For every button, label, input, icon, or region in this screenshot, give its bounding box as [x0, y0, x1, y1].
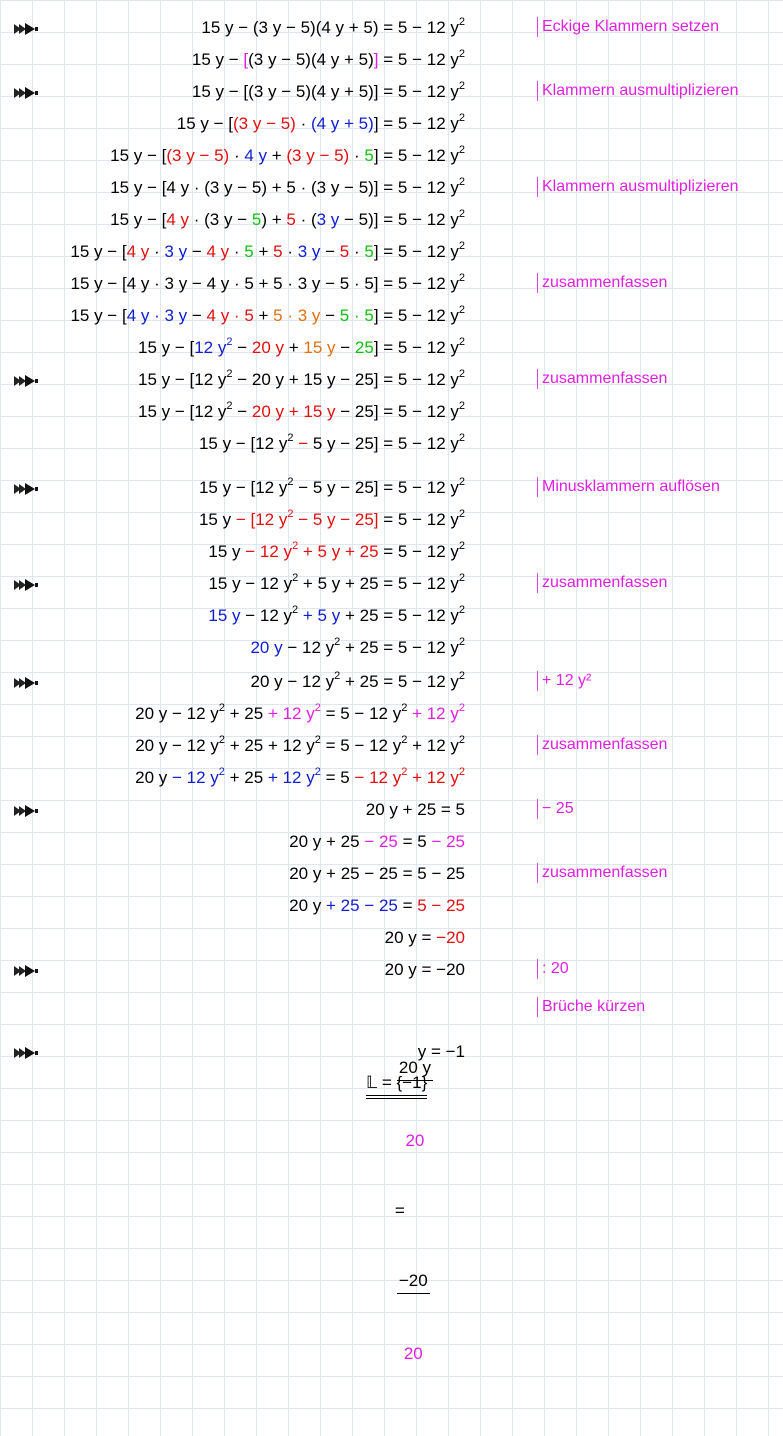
equation-row [0, 108, 783, 140]
term: 20 y = −20 [384, 960, 465, 979]
equation [110, 144, 465, 168]
exponent: 2 [458, 176, 465, 188]
term: + 12 y [412, 704, 459, 723]
equation [110, 176, 465, 200]
equation-row [0, 794, 783, 826]
step-comment: zusammenfassen [537, 863, 667, 883]
exponent: 2 [401, 766, 408, 778]
term: · ( [295, 210, 317, 229]
term: 20 y [250, 638, 283, 657]
term: 15 y − [ [176, 114, 234, 133]
exponent: 2 [226, 336, 233, 348]
term: − [187, 306, 207, 325]
exponent: 2 [314, 766, 321, 778]
term: ] = 5 − 12 y [373, 114, 459, 133]
term: 20 y [289, 896, 327, 915]
equation [199, 508, 465, 532]
term: 5 [286, 210, 296, 229]
term: − 20 y + 15 y − 25] = 5 − 12 y [232, 370, 459, 389]
equation-row [0, 536, 783, 568]
term: − [320, 306, 340, 325]
equation-row [0, 504, 783, 536]
exponent: 2 [458, 734, 465, 746]
exponent: 2 [401, 702, 408, 714]
term: − 25 [364, 832, 398, 851]
term: + 12 y [412, 768, 459, 787]
equation-row [0, 890, 783, 922]
step-arrow-icon [13, 481, 39, 497]
exponent: 2 [334, 670, 341, 682]
term: − 12 y [240, 606, 293, 625]
step-arrow-icon [13, 963, 39, 979]
term: − 5 y − 25] [293, 510, 379, 529]
equation-row [0, 204, 783, 236]
equation [110, 208, 465, 232]
exponent: 2 [292, 572, 299, 584]
exponent: 2 [458, 702, 465, 714]
step-arrow-icon [13, 1045, 39, 1061]
term: − 5 y − 25] = 5 − 12 y [293, 478, 459, 497]
step-arrow-icon [13, 21, 39, 37]
step-comment: zusammenfassen [537, 273, 667, 293]
term: 5 [339, 242, 350, 261]
exponent: 2 [458, 48, 465, 60]
term: (4 y + 5) [310, 114, 374, 133]
term: − [320, 242, 340, 261]
term: 15 y − [ [70, 306, 127, 325]
step-comment: − 25 [537, 799, 574, 819]
term: 5 [364, 146, 374, 165]
term: ] [373, 50, 379, 69]
equation-row [0, 632, 783, 664]
equation [250, 670, 465, 694]
term: 5 [273, 242, 283, 261]
term: y = −1 [417, 1042, 465, 1061]
term: = 5 [397, 832, 432, 851]
exponent: 2 [458, 304, 465, 316]
exponent: 2 [458, 572, 465, 584]
equation [199, 432, 465, 456]
exponent: 2 [458, 368, 465, 380]
equation [135, 702, 465, 726]
term: 15 y [303, 338, 336, 357]
term: ] = 5 − 12 y [373, 242, 459, 261]
term: ] = 5 − 12 y [373, 306, 459, 325]
step-comment: Klammern ausmultiplizieren [537, 177, 739, 197]
equation-row [0, 954, 783, 986]
term: · [149, 242, 165, 261]
term: − 12 y [282, 638, 335, 657]
equation-row [0, 236, 783, 268]
term: − 12 y [354, 768, 402, 787]
term: 20 y + 25 [289, 832, 365, 851]
exponent: 2 [287, 508, 294, 520]
step-comment: : 20 [537, 959, 569, 979]
equation [201, 16, 465, 40]
term: − [232, 338, 252, 357]
term: 20 y [135, 768, 172, 787]
term: ] = 5 − 12 y [373, 146, 459, 165]
equation [138, 368, 465, 392]
equation [192, 48, 465, 72]
term: − 12 y [172, 768, 219, 787]
term: 5 · 5 [339, 306, 374, 325]
term: 15 y − [ [70, 242, 127, 261]
term: − 25 [431, 832, 465, 851]
term: 15 y − [12 y [138, 402, 227, 421]
equation [208, 540, 465, 564]
term: 20 y = [384, 928, 437, 947]
exponent: 2 [218, 766, 225, 778]
exponent: 2 [458, 508, 465, 520]
fraction-equation [376, 986, 435, 1436]
equation-row [0, 666, 783, 698]
term: + [253, 242, 274, 261]
exponent: 2 [458, 476, 465, 488]
equation [289, 830, 465, 854]
step-arrow-icon [13, 803, 39, 819]
exponent: 2 [218, 702, 225, 714]
term: = 5 [320, 768, 355, 787]
equation [192, 80, 465, 104]
term: + 25 [224, 704, 268, 723]
term: − [12 y [235, 510, 288, 529]
term: 15 y − [12 y [198, 434, 288, 453]
equation [135, 766, 465, 790]
equation-row [0, 396, 783, 428]
left-fraction [397, 1010, 433, 1199]
term: 15 y − [191, 50, 244, 69]
equation-row [0, 268, 783, 300]
equation [385, 926, 465, 950]
term: 4 y [206, 242, 230, 261]
term: · [282, 242, 298, 261]
right-denominator: 20 [403, 1344, 423, 1363]
exponent: 2 [292, 540, 299, 552]
equation-row [0, 172, 783, 204]
step-comment: Eckige Klammern setzen [537, 17, 719, 37]
right-numerator: −20 [397, 1271, 430, 1294]
exponent: 2 [458, 240, 465, 252]
term: = [397, 896, 418, 915]
term: + 5 y + 25 = 5 − 12 y [298, 574, 459, 593]
left-numerator: 20 y [397, 1058, 433, 1081]
term: (3 y − 5) [233, 114, 296, 133]
exponent: 2 [458, 336, 465, 348]
term: + 12 y [407, 736, 459, 755]
term: −20 [436, 928, 465, 947]
term: 5 [364, 242, 374, 261]
right-fraction [397, 1223, 430, 1412]
term: · [229, 146, 245, 165]
equation-row [0, 364, 783, 396]
term: + 25 = 5 − 12 y [340, 606, 459, 625]
step-comment: Minusklammern auflösen [537, 477, 720, 497]
term: − [298, 434, 309, 453]
term: 4 y · 3 y [126, 306, 188, 325]
term: 15 y − [12 y [198, 478, 288, 497]
term: 3 y [316, 210, 340, 229]
term: 20 y + 25 − 25 = 5 − 25 [289, 864, 465, 883]
term: 15 y − [(3 y − 5)(4 y + 5)] = 5 − 12 y [191, 82, 459, 101]
equation-row [0, 698, 783, 730]
term: 5 [251, 210, 262, 229]
equation [208, 604, 465, 628]
term: 15 y − [ [110, 146, 167, 165]
term: 5 · 3 y [273, 306, 321, 325]
term: 15 y − 12 y [208, 574, 293, 593]
solution-set: 𝕃 = {−1} [366, 1072, 427, 1099]
term: 15 y − [12 y [138, 370, 227, 389]
term: 15 y [198, 510, 236, 529]
equation-row [0, 600, 783, 632]
term: · [295, 114, 311, 133]
equation-row [0, 472, 783, 504]
term: + 12 y [267, 768, 315, 787]
term: − [335, 338, 355, 357]
equation-row [0, 568, 783, 600]
term: 20 y − 12 y [135, 736, 219, 755]
term: 3 y [164, 242, 188, 261]
exponent: 2 [458, 16, 465, 28]
equation-row [0, 826, 783, 858]
term: + 25 = 5 − 12 y [340, 672, 459, 691]
equation [71, 272, 466, 296]
term: 20 y − 12 y [250, 672, 335, 691]
term: 15 y − [4 y · 3 y − 4 y · 5 + 5 · 3 y − 5 · 5] = 5 − 12 y [70, 274, 459, 293]
exponent: 2 [287, 476, 294, 488]
exponent: 2 [314, 734, 321, 746]
equation [385, 958, 465, 982]
equation [208, 572, 465, 596]
exponent: 2 [458, 112, 465, 124]
equation-row [0, 12, 783, 44]
exponent: 2 [226, 400, 233, 412]
term: 5 − 25 [417, 896, 465, 915]
step-arrow-icon [13, 675, 39, 691]
fraction-equals: = [394, 1201, 405, 1220]
left-denominator: 20 [405, 1131, 425, 1150]
exponent: 2 [458, 144, 465, 156]
term: − [232, 402, 252, 421]
equation [366, 798, 465, 822]
equation [289, 862, 465, 886]
equation [135, 734, 465, 758]
term: 20 y + 25 = 5 [365, 800, 465, 819]
term: = 5 − 12 y [320, 736, 402, 755]
term: + 25 − 25 [326, 896, 398, 915]
term: − 12 y [245, 542, 293, 561]
term: + [284, 338, 304, 357]
term: = 5 − 12 y [378, 542, 459, 561]
term: · (3 y − [189, 210, 252, 229]
exponent: 2 [458, 636, 465, 648]
equation-row [0, 730, 783, 762]
term: − 25] = 5 − 12 y [335, 402, 459, 421]
term: 4 y [244, 146, 268, 165]
exponent: 2 [458, 540, 465, 552]
term: (3 y − 5)(4 y + 5) [248, 50, 374, 69]
term: − 5)] = 5 − 12 y [339, 210, 459, 229]
term: + 12 y [267, 704, 315, 723]
term: · [349, 242, 365, 261]
term: 15 y [208, 542, 246, 561]
term: 15 y − (3 y − 5)(4 y + 5) = 5 − 12 y [201, 18, 459, 37]
term: + 25 [224, 768, 268, 787]
term: + 25 + 12 y [224, 736, 315, 755]
exponent: 2 [458, 670, 465, 682]
term: ] = 5 − 12 y [373, 338, 459, 357]
term: 5 y − 25] = 5 − 12 y [308, 434, 459, 453]
term: (3 y − 5) [286, 146, 350, 165]
equation-row [0, 76, 783, 108]
term: = 5 − 12 y [378, 50, 459, 69]
term: 4 y [126, 242, 150, 261]
equation-row [0, 762, 783, 794]
step-comment: + 12 y² [537, 671, 591, 691]
exponent: 2 [458, 432, 465, 444]
equation [70, 240, 465, 264]
equation [250, 636, 465, 660]
term: + 5 y + 25 [298, 542, 379, 561]
equation-row [0, 922, 783, 954]
term: − [187, 242, 207, 261]
term: 25 [354, 338, 374, 357]
term: = 5 − 12 y [320, 704, 402, 723]
term: + [253, 306, 274, 325]
exponent: 2 [226, 368, 233, 380]
term: + [267, 146, 287, 165]
exponent: 2 [458, 208, 465, 220]
term: + 25 = 5 − 12 y [340, 638, 459, 657]
step-comment: zusammenfassen [537, 735, 667, 755]
exponent: 2 [314, 702, 321, 714]
step-arrow-icon [13, 85, 39, 101]
step-arrow-icon [13, 577, 39, 593]
term: = 5 − 12 y [378, 510, 459, 529]
exponent: 2 [458, 80, 465, 92]
equation-row [0, 140, 783, 172]
term: 12 y [194, 338, 227, 357]
exponent: 2 [458, 272, 465, 284]
term: 15 y [208, 606, 241, 625]
equation-row [0, 332, 783, 364]
step-arrow-icon [13, 373, 39, 389]
equation-row [0, 300, 783, 332]
exponent: 2 [218, 734, 225, 746]
step-comment: zusammenfassen [537, 573, 667, 593]
exponent: 2 [292, 604, 299, 616]
term: 15 y − [4 y · (3 y − 5) + 5 · (3 y − 5)] = 5 − 12 y [110, 178, 459, 197]
exponent: 2 [287, 432, 294, 444]
step-comment: Klammern ausmultiplizieren [537, 81, 739, 101]
term: · [229, 242, 245, 261]
term: 20 y + 15 y [251, 402, 336, 421]
equation-row [0, 428, 783, 460]
term: [ [243, 50, 249, 69]
term: ) + [261, 210, 287, 229]
equation [289, 894, 465, 918]
exponent: 2 [458, 604, 465, 616]
exponent: 2 [334, 636, 341, 648]
term: (3 y − 5) [166, 146, 230, 165]
equation [199, 476, 465, 500]
term: 4 y · 5 [206, 306, 254, 325]
exponent: 2 [458, 400, 465, 412]
equation [70, 304, 465, 328]
term: · [349, 146, 365, 165]
equation-row [0, 44, 783, 76]
term: + 5 y [302, 606, 341, 625]
term: 15 y − [ [110, 210, 167, 229]
term: 4 y [166, 210, 190, 229]
equation-row [0, 858, 783, 890]
equation [138, 400, 465, 424]
term: 3 y [297, 242, 321, 261]
equation [138, 336, 465, 360]
equation [177, 112, 465, 136]
term: 5 [244, 242, 254, 261]
term: 15 y − [ [137, 338, 195, 357]
step-comment: zusammenfassen [537, 369, 667, 389]
exponent: 2 [458, 766, 465, 778]
term: 20 y [251, 338, 284, 357]
exponent: 2 [401, 734, 408, 746]
term: 20 y − 12 y [135, 704, 219, 723]
step-comment: Brüche kürzen [537, 997, 645, 1017]
